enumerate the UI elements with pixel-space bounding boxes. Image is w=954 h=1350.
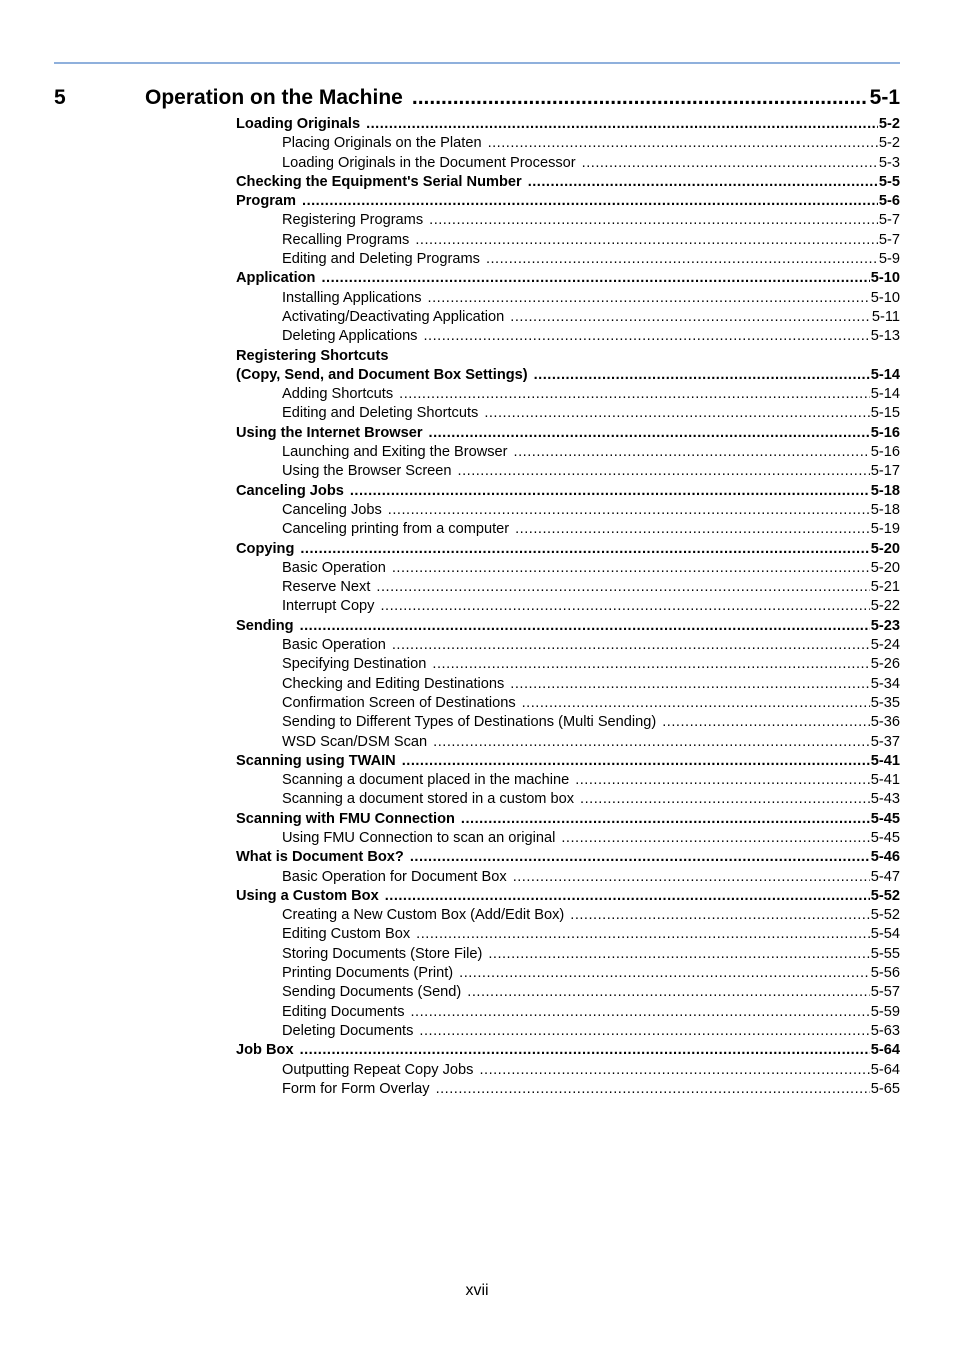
dot-leader [461,810,870,829]
toc-section-entry[interactable] [236,887,900,906]
toc-entry-page: 5-47 [870,868,900,885]
toc-subsection-entry[interactable] [236,211,900,230]
toc-entry-title: Editing and Deleting Programs [282,251,480,268]
toc-subsection-entry[interactable] [236,1080,900,1099]
dot-leader [432,655,869,674]
dot-leader [300,1041,870,1060]
dot-leader [412,84,868,112]
toc-entry-page: 5-20 [870,559,900,576]
toc-subsection-entry[interactable] [236,1061,900,1080]
toc-section-entry[interactable] [236,540,900,559]
chapter-heading[interactable] [54,84,900,112]
toc-subsection-entry[interactable] [236,404,900,423]
dot-leader [419,1022,869,1041]
toc-subsection-entry[interactable] [236,134,900,153]
dot-leader [514,443,870,462]
toc-entry-title: Deleting Applications [282,328,418,345]
toc-entry-title: Scanning with FMU Connection [236,810,455,827]
toc-entry-title: (Copy, Send, and Document Box Settings) [236,366,528,383]
toc-entry-title: Loading Originals [236,116,361,132]
toc-subsection-entry[interactable] [236,1003,900,1022]
toc-subsection-entry[interactable] [236,231,900,250]
page-number-footer: xvii [465,1282,489,1299]
toc-entry-title: Registering Programs [282,212,424,229]
dot-leader [392,636,870,655]
toc-entry-title: Confirmation Screen of Destinations [282,694,516,711]
dot-leader [486,250,878,269]
toc-entry-page: 5-65 [870,1080,900,1097]
toc-entry-page: 5-14 [870,366,900,383]
dot-leader [479,1061,869,1080]
toc-subsection-entry[interactable] [236,733,900,752]
toc-subsection-entry[interactable] [236,790,900,809]
toc-entry-title: Installing Applications [282,289,422,306]
toc-entry-page: 5-22 [870,598,900,615]
toc-subsection-entry[interactable] [236,694,900,713]
toc-section-entry[interactable] [236,192,900,211]
toc-entry-title: Checking and Editing Destinations [282,675,505,692]
toc-entry-title: Checking the Equipment's Serial Number [236,173,522,190]
toc-entry-title: Sending [236,617,294,634]
toc-entry-page: 5-9 [878,251,900,268]
toc-entry-title: Editing and Deleting Shortcuts [282,405,479,422]
toc-subsection-entry[interactable] [236,501,900,520]
toc-entry-page: 5-41 [870,752,900,769]
chapter-number: 5 [54,86,66,109]
toc-entry-page: 5-45 [870,829,900,846]
dot-leader [570,906,870,925]
toc-entry-title: Basic Operation [282,637,386,654]
toc-entry-page: 5-6 [878,193,900,210]
dot-leader [350,482,870,501]
toc-entry-page: 5-11 [871,308,900,325]
toc-entry-title: Creating a New Custom Box (Add/Edit Box) [282,907,565,924]
dot-leader [528,173,878,192]
dot-leader [561,829,869,848]
toc-subsection-entry[interactable] [236,829,900,848]
toc-entry-title: Editing Documents [282,1003,405,1020]
toc-subsection-entry[interactable] [236,385,900,404]
toc-entry-title: Scanning using TWAIN [236,752,396,769]
dot-leader [458,462,870,481]
dot-leader [515,520,870,539]
toc-entry-title: Basic Operation for Document Box [282,868,507,885]
toc-entry-page: 5-2 [878,135,900,152]
dot-leader [300,617,870,636]
toc-subsection-entry[interactable] [236,559,900,578]
toc-entry-page: 5-20 [870,540,900,557]
toc-entry-title: Loading Originals in the Document Processor [282,154,576,171]
toc-entry-page: 5-41 [870,772,900,789]
toc-list [236,115,900,1099]
toc-section-entry[interactable] [236,848,900,867]
dot-leader [415,231,878,250]
toc-entry-page: 5-24 [870,637,900,654]
dot-leader [510,308,871,327]
toc-entry-title: Program [236,193,297,210]
toc-subsection-entry[interactable] [236,1022,900,1041]
dot-leader [488,945,869,964]
dot-leader [388,501,870,520]
toc-subsection-entry[interactable] [236,655,900,674]
toc-entry-page: 5-36 [870,714,900,731]
chapter-title-line[interactable] [145,84,900,112]
dot-leader [467,983,870,1002]
toc-entry-page: 5-10 [870,270,900,287]
toc-entry-title: Using a Custom Box [236,887,379,904]
toc-entry-page: 5-16 [870,444,900,461]
toc-entry-title: Basic Operation [282,559,386,576]
dot-leader [459,964,870,983]
toc-entry-page: 5-2 [878,116,900,132]
dot-leader [662,713,870,732]
dot-leader [513,868,870,887]
toc-entry-page: 5-35 [870,694,900,711]
toc-entry-title: Recalling Programs [282,231,410,248]
toc-section-entry[interactable] [236,617,900,636]
toc-subsection-entry[interactable] [236,713,900,732]
toc-entry-page: 5-15 [870,405,900,422]
toc-entry-page: 5-7 [878,212,900,229]
toc-section-entry[interactable] [236,482,900,501]
toc-section-entry[interactable] [236,424,900,443]
dot-leader [436,1080,870,1099]
toc-entry-title: Editing Custom Box [282,926,411,943]
toc-entry-title: Adding Shortcuts [282,386,394,403]
dot-leader [522,694,870,713]
dot-leader [410,848,870,867]
toc-entry-page: 5-46 [870,849,900,866]
toc-entry-title: Canceling Jobs [236,482,344,499]
toc-entry-page: 5-37 [870,733,900,750]
toc-entry-title: Scanning a document stored in a custom box [282,791,575,808]
toc-entry-title: Form for Form Overlay [282,1080,430,1097]
dot-leader [302,192,878,211]
dot-leader [380,597,869,616]
dot-leader [534,366,870,385]
dot-leader [580,790,870,809]
dot-leader [399,385,870,404]
dot-leader [300,540,869,559]
chapter-page-number: 5-1 [869,86,900,109]
toc-subsection-entry[interactable] [236,597,900,616]
toc-subsection-entry[interactable] [236,578,900,597]
toc-entry-page: 5-26 [870,656,900,673]
toc-entry-page: 5-64 [870,1042,900,1059]
toc-entry-page: 5-23 [870,617,900,634]
toc-entry-page: 5-63 [870,1022,900,1039]
dot-leader [376,578,869,597]
dot-leader [429,424,870,443]
toc-entry-page: 5-21 [870,579,900,596]
toc-section-entry[interactable] [236,752,900,771]
toc-section-entry[interactable] [236,173,900,192]
toc-entry-page: 5-34 [870,675,900,692]
toc-entry-title: Application [236,270,316,287]
toc-entry-page: 5-10 [870,289,900,306]
toc-entry-page: 5-45 [870,810,900,827]
dot-leader [582,154,878,173]
dot-leader [423,327,869,346]
toc-subsection-entry[interactable] [236,945,900,964]
dot-leader [392,559,870,578]
toc-entry-page: 5-55 [870,945,900,962]
toc-entry-page: 5-13 [870,328,900,345]
toc-entry-title: Deleting Documents [282,1022,414,1039]
toc-entry-title: Sending Documents (Send) [282,984,462,1001]
dot-leader [411,1003,870,1022]
toc-section-entry[interactable] [236,366,900,385]
toc-entry-title: Outputting Repeat Copy Jobs [282,1061,474,1078]
toc-entry-page: 5-18 [870,482,900,499]
toc-entry-page: 5-18 [870,501,900,518]
toc-entry-page: 5-5 [878,173,900,190]
toc-section-entry[interactable] [236,269,900,288]
toc-section-entry[interactable] [236,810,900,829]
toc-entry-page: 5-14 [870,386,900,403]
toc-entry-title: Canceling printing from a computer [282,521,510,538]
toc-subsection-entry[interactable] [236,520,900,539]
toc-entry-page: 5-16 [870,424,900,441]
toc-section-entry[interactable] [236,115,900,134]
dot-leader [402,752,870,771]
dot-leader [510,675,869,694]
dot-leader [428,289,870,308]
dot-leader [321,269,869,288]
toc-entry-page: 5-56 [870,965,900,982]
toc-entry-title: Job Box [236,1042,294,1059]
toc-entry-page: 5-7 [878,231,900,248]
toc-entry-page: 5-17 [870,463,900,480]
toc-entry-title: Using the Internet Browser [236,424,423,441]
toc-subsection-entry[interactable] [236,327,900,346]
toc-entry-title: What is Document Box? [236,849,404,866]
toc-subsection-entry[interactable] [236,250,900,269]
dot-leader [575,771,870,790]
chapter-title: Operation on the Machine [145,86,403,109]
toc-entry-page: 5-59 [870,1003,900,1020]
toc-entry-page: 5-57 [870,984,900,1001]
dot-leader [484,404,869,423]
toc-entry-page: 5-52 [870,907,900,924]
toc-entry-title: Placing Originals on the Platen [282,135,482,152]
toc-subsection-entry[interactable] [236,983,900,1002]
toc-subsection-entry[interactable] [236,925,900,944]
toc-subsection-entry[interactable] [236,906,900,925]
toc-entry-title: Interrupt Copy [282,598,375,615]
toc-subsection-entry[interactable] [236,771,900,790]
toc-subsection-entry[interactable] [236,443,900,462]
toc-subsection-entry[interactable] [236,675,900,694]
toc-entry-page: 5-54 [870,926,900,943]
dot-leader [433,733,870,752]
dot-leader [429,211,878,230]
toc-subsection-entry[interactable] [236,154,900,173]
toc-entry-page: 5-43 [870,791,900,808]
toc-entry-title: Scanning a document placed in the machine [282,772,570,789]
toc-subsection-entry[interactable] [236,289,900,308]
toc-entry-title: Specifying Destination [282,656,427,673]
toc-entry-page: 5-3 [878,154,900,171]
toc-entry-title: Reserve Next [282,579,371,596]
toc-entry-title: Registering Shortcuts [236,347,389,364]
header-rule [54,62,900,64]
toc-entry-title: Copying [236,540,295,557]
dot-leader [488,134,878,153]
toc-subsection-entry[interactable] [236,868,900,887]
toc-entry-title: Printing Documents (Print) [282,965,454,982]
toc-entry-title: Launching and Exiting the Browser [282,444,508,461]
toc-entry-title: Sending to Different Types of Destinations (Multi Sending) [282,714,657,731]
toc-entry-title: Using FMU Connection to scan an original [282,829,556,846]
toc-subsection-entry[interactable] [236,308,900,327]
toc-entry-page: 5-19 [870,521,900,538]
toc-subsection-entry[interactable] [236,964,900,983]
dot-leader [385,887,870,906]
toc-section-entry[interactable] [236,347,900,366]
toc-entry-page: 5-52 [870,887,900,904]
toc-entry-title: Activating/Deactivating Application [282,308,505,325]
dot-leader [416,925,870,944]
toc-section-entry[interactable] [236,1041,900,1060]
toc-subsection-entry[interactable] [236,462,900,481]
toc-entry-page: 5-64 [870,1061,900,1078]
toc-entry-title: Storing Documents (Store File) [282,945,483,962]
toc-entry-title: WSD Scan/DSM Scan [282,733,428,750]
toc-entry-title: Using the Browser Screen [282,463,452,480]
toc-entry-title: Canceling Jobs [282,501,382,518]
dot-leader [366,115,878,134]
toc-subsection-entry[interactable] [236,636,900,655]
